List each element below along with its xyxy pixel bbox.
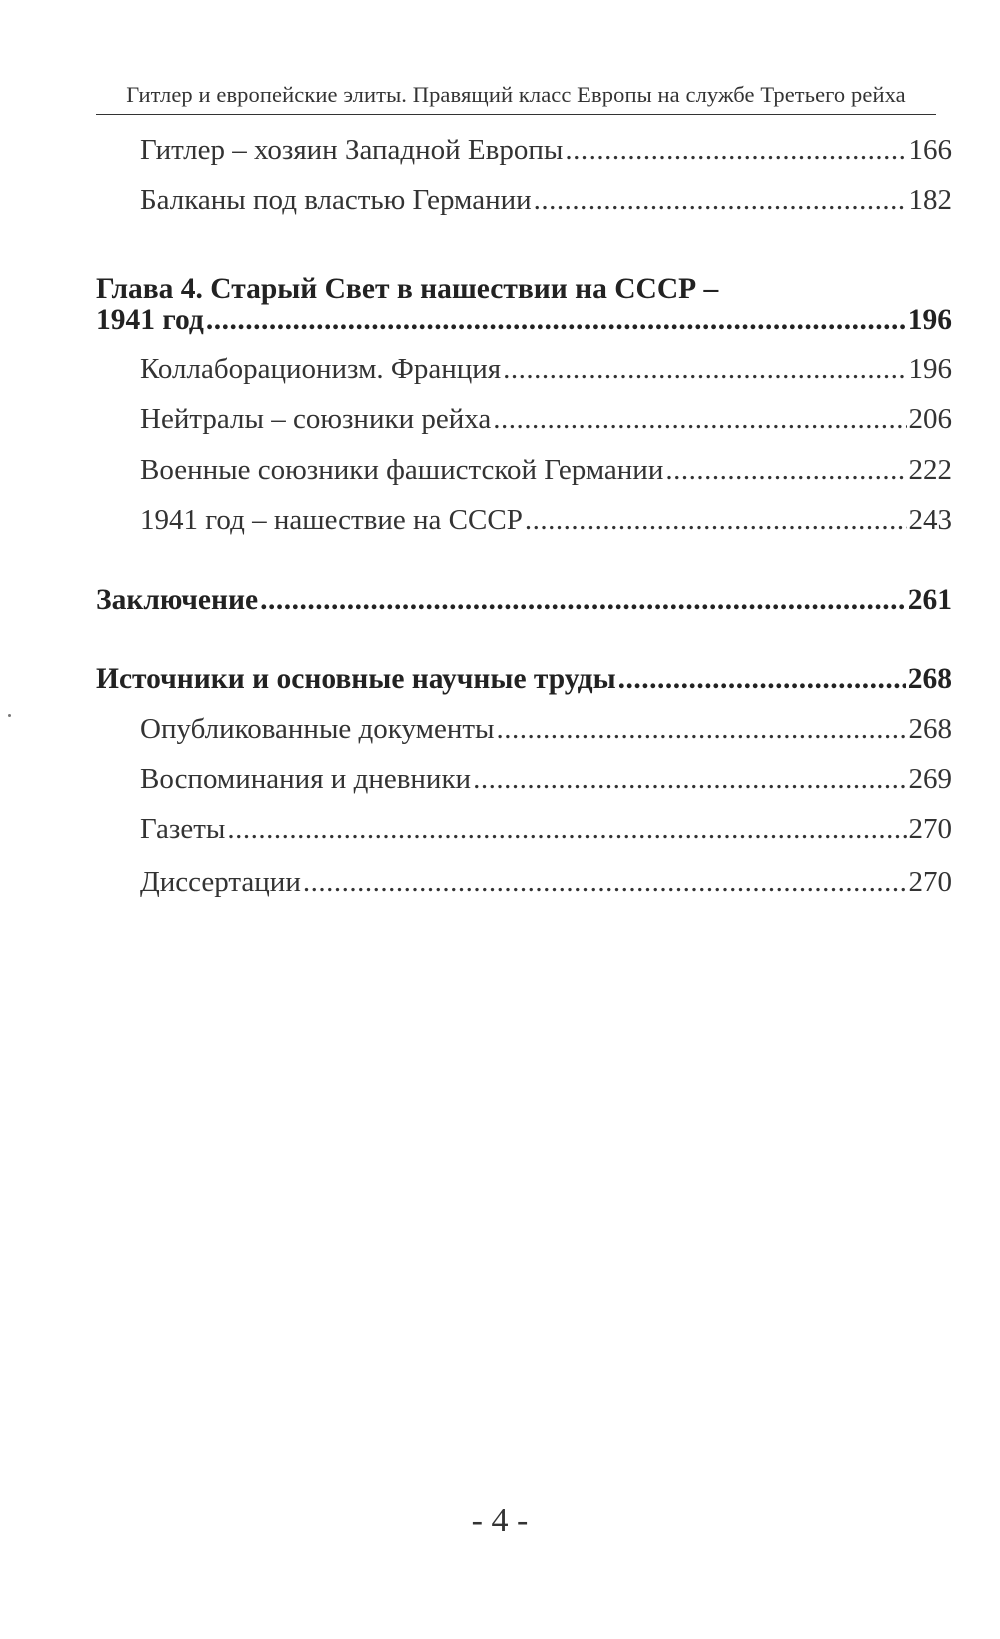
toc-entry-collaborationism [140,353,952,386]
toc-entry-sources [96,663,952,696]
toc-entry-page: 269 [908,763,952,795]
dot-leader [260,584,906,617]
toc-entry-title: Воспоминания и дневники [140,763,472,795]
toc-entry-page: 196 [907,304,952,336]
dot-leader [473,763,906,796]
toc-entry-dissertations [140,866,952,899]
toc-entry-page: 243 [908,504,952,536]
toc-entry-conclusion [96,584,952,617]
toc-entry-page: 196 [908,353,952,385]
dot-leader [303,866,907,899]
toc-entry-balkans [140,184,952,217]
toc-entry-memoirs [140,763,952,796]
toc-entry-military-allies [140,454,952,487]
toc-entry-title: Заключение [96,584,259,616]
scan-speck [8,714,11,717]
toc-entry-title: 1941 год [96,304,204,336]
dot-leader [227,813,906,846]
dot-leader [497,713,907,746]
chapter-4-title-line1: Глава 4. Старый Свет в нашествии на СССР – [96,273,719,305]
toc-entry-published-documents [140,713,952,746]
toc-entry-title: Гитлер – хозяин Западной Европы [140,134,564,166]
toc-entry-title: Балканы под властью Германии [140,184,532,216]
toc-entry-title: 1941 год – нашествие на СССР [140,504,523,536]
toc-entry-title: Диссертации [140,866,301,898]
running-header: Гитлер и европейские элиты. Правящий класс Европы на службе Третьего рейха [126,82,906,107]
toc-entry-title: Газеты [140,813,226,845]
toc-entry-page: 268 [908,713,952,745]
dot-leader [493,403,906,436]
toc-entry-chapter-4 [96,304,952,337]
toc-entry-page: 206 [908,403,952,435]
toc-entry-page: 261 [907,584,952,616]
toc-entry-page: 222 [908,454,952,486]
page-number: - 4 - [471,1502,529,1539]
toc-entry-title: Коллаборационизм. Франция [140,353,502,385]
dot-leader [525,504,907,537]
toc-entry-page: 268 [907,663,952,695]
toc-entry-hitler-west-europe [140,134,952,167]
toc-entry-1941-invasion [140,504,952,537]
toc-entry-title: Нейтралы – союзники рейха [140,403,492,435]
toc-entry-title: Военные союзники фашистской Германии [140,454,664,486]
toc-entry-neutrals [140,403,952,436]
toc-entry-title: Опубликованные документы [140,713,495,745]
toc-entry-newspapers [140,813,952,846]
toc-entry-page: 166 [908,134,952,166]
dot-leader [206,304,906,337]
dot-leader [503,353,906,386]
toc-entry-page: 182 [908,184,952,216]
dot-leader [618,663,906,696]
toc-entry-title: Источники и основные научные труды [96,663,616,695]
dot-leader [665,454,906,487]
toc-entry-page: 270 [908,813,952,845]
toc-entry-page: 270 [908,866,952,898]
header-rule [96,114,936,115]
dot-leader [565,134,906,167]
dot-leader [534,184,907,217]
